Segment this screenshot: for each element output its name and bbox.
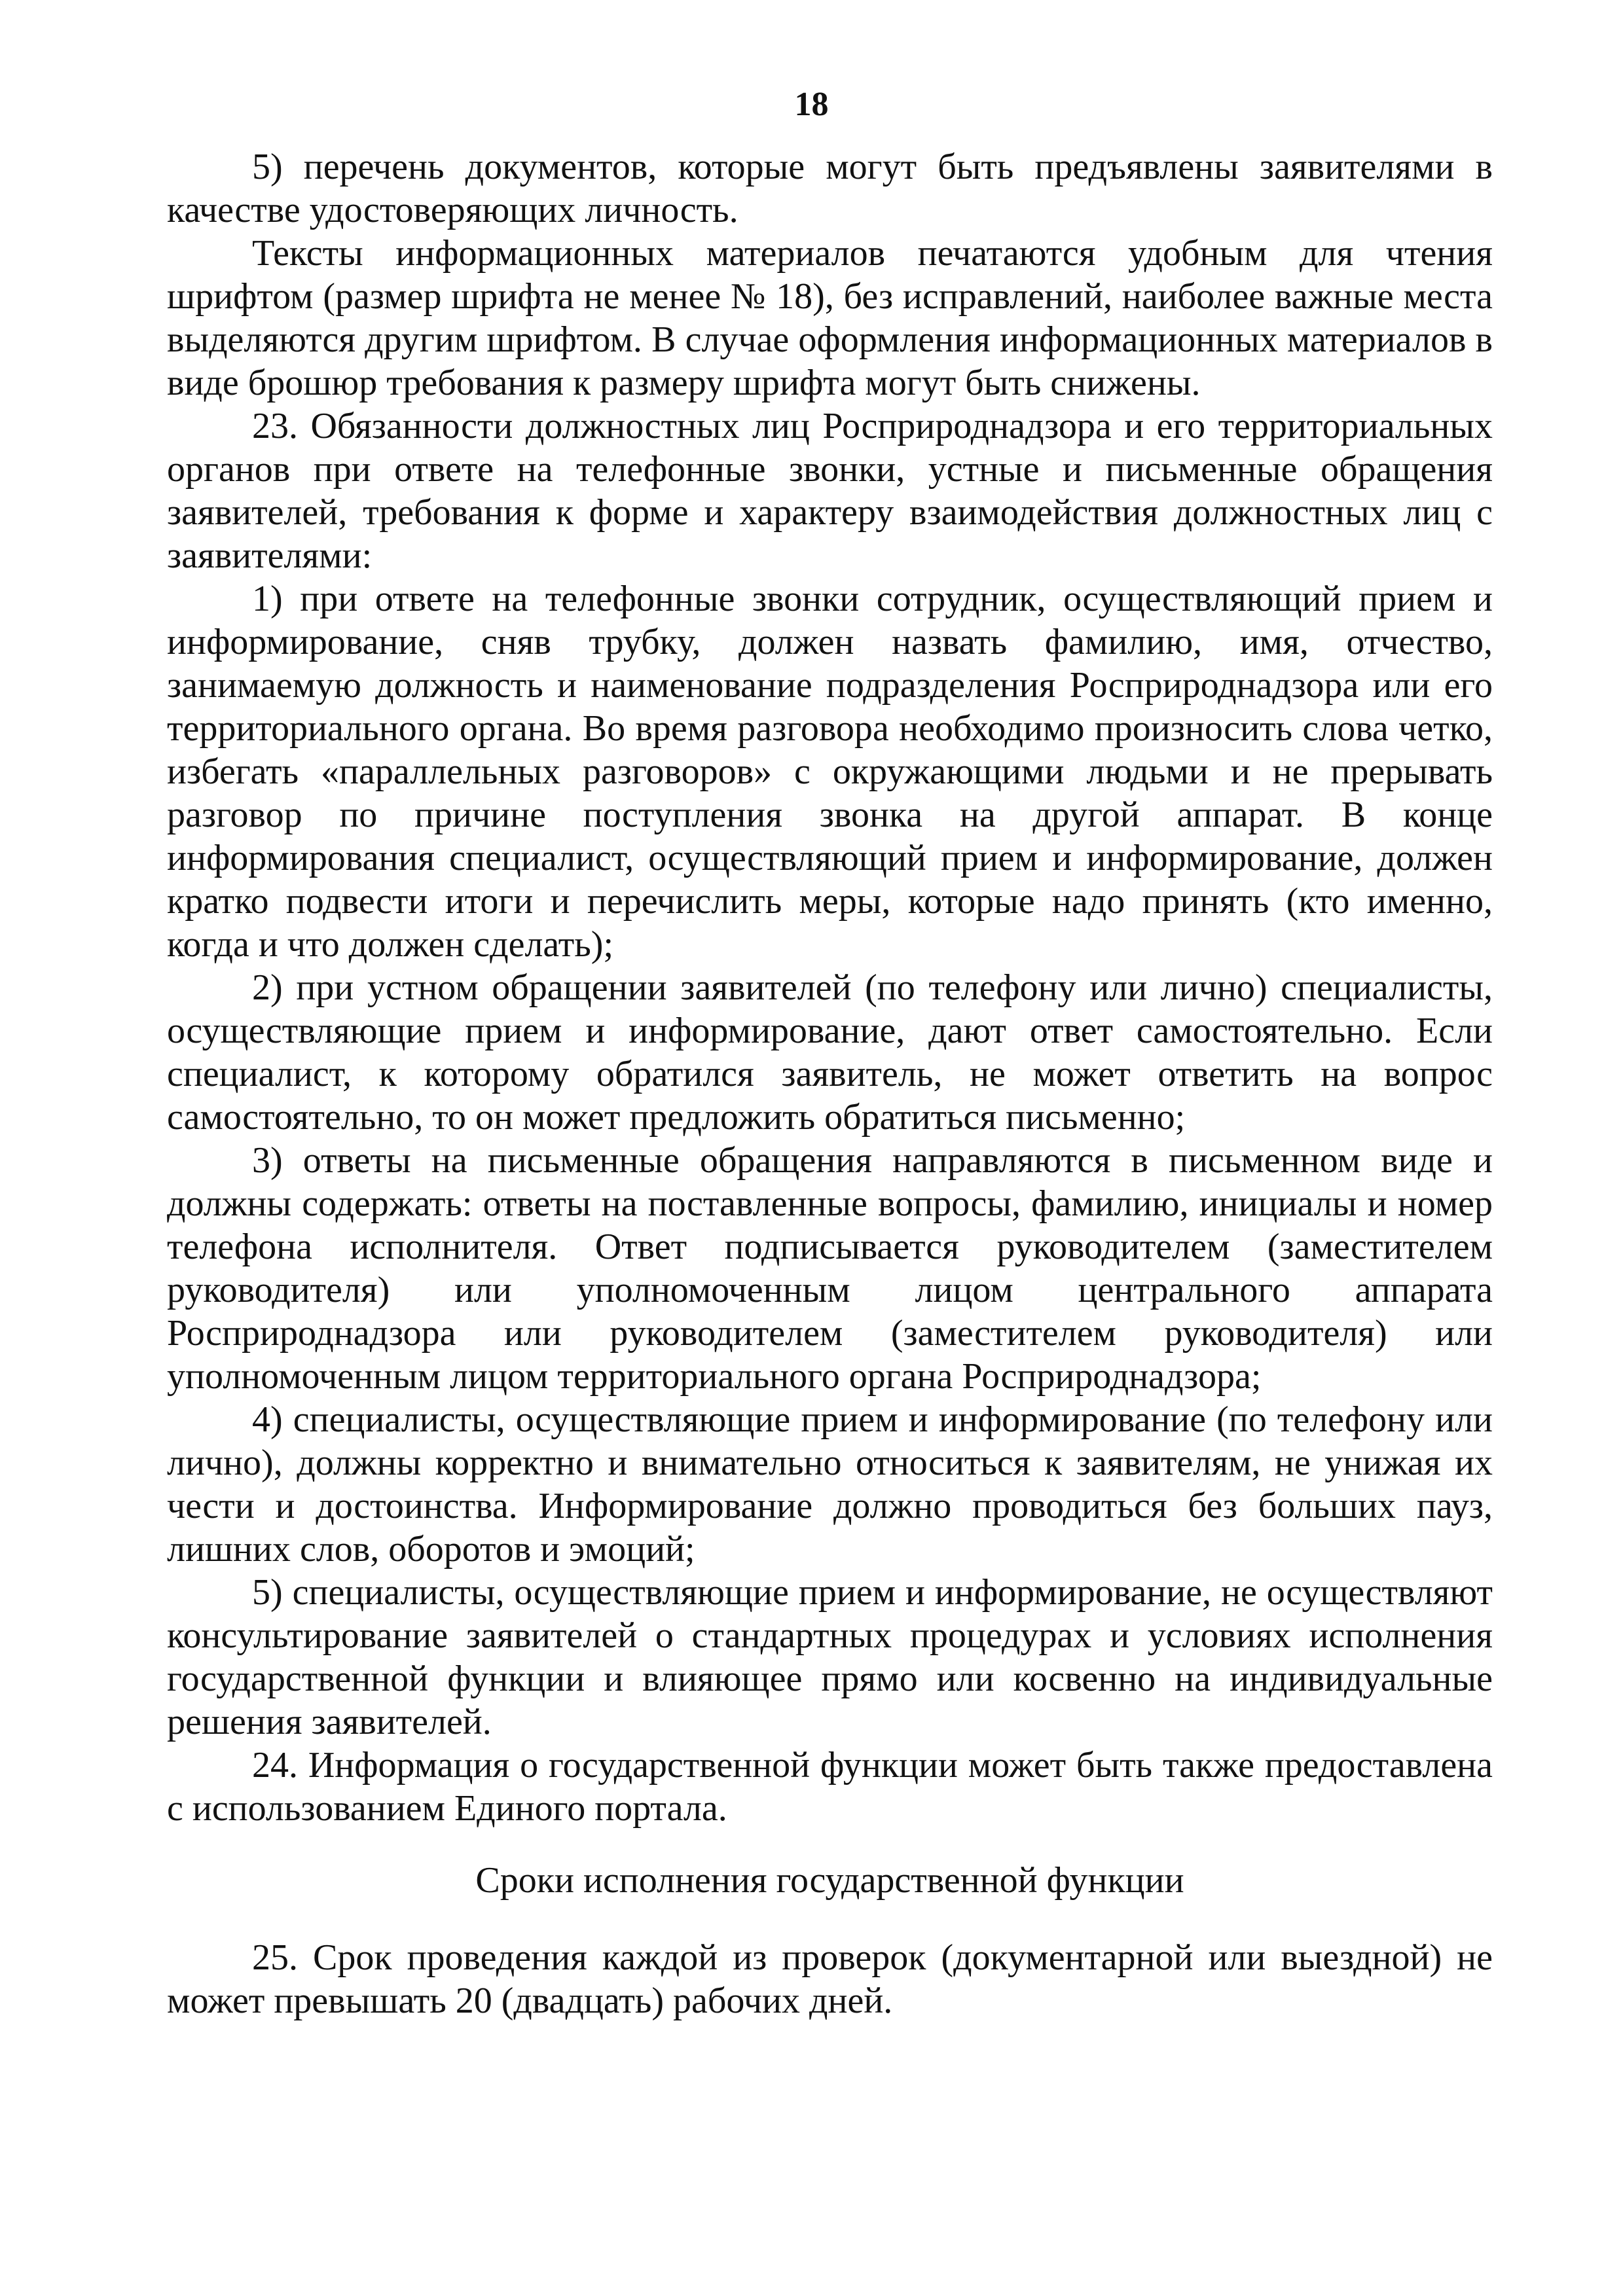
paragraph-clause-23-item-3: 3) ответы на письменные обращения направляются в письменном виде и должны содержать: ответы на поставленные вопросы, фамилию, инициалы и номер телефона исполнителя. Ответ подписывается руководителем (заместителем руководителя) или уполномоченным лицом центрального аппарата Росприроднадзора или руководителем (заместителем руководителя) или уполномоченным лицом территориального органа Росприроднадзора;	[167, 1140, 1493, 1397]
section-heading: Сроки исполнения государственной функции	[475, 1860, 1184, 1901]
paragraph-clause-23-item-1: 1) при ответе на телефонные звонки сотрудник, осуществляющий прием и информирование, сняв трубку, должен назвать фамилию, имя, отчество, занимаемую должность и наименование подразделения Росприроднадзора или его территориального органа. Во время разговора необходимо произносить слова четко, избегать «параллельных разговоров» с окружающими людьми и не прерывать разговор по причине поступления звонка на другой аппарат. В конце информирования специалист, осуществляющий прием и информирование, должен кратко подвести итоги и перечислить меры, которые надо принять (кто именно, когда и что должен сделать);	[167, 579, 1493, 965]
paragraph-clause-23-item-4: 4) специалисты, осуществляющие прием и информирование (по телефону или лично), должны корректно и внимательно относиться к заявителям, не унижая их чести и достоинства. Информирование должно проводиться без больших пауз, лишних слов, оборотов и эмоций;	[167, 1399, 1493, 1570]
paragraph-list-item-5: 5) перечень документов, которые могут быть предъявлены заявителями в качестве удостоверяющих личность.	[167, 147, 1493, 230]
document-body	[167, 145, 1493, 2022]
paragraph-clause-25: 25. Срок проведения каждой из проверок (документарной или выездной) не может превышать 20 (двадцать) рабочих дней.	[167, 1937, 1493, 2021]
paragraph-clause-23-item-5: 5) специалисты, осуществляющие прием и информирование, не осуществляют консультирование заявителей о стандартных процедурах и условиях исполнения государственной функции и влияющее прямо или косвенно на индивидуальные решения заявителей.	[167, 1572, 1493, 1742]
paragraph-clause-24: 24. Информация о государственной функции может быть также предоставлена с использованием Единого портала.	[167, 1745, 1493, 1829]
paragraph-clause-23-item-2: 2) при устном обращении заявителей (по телефону или лично) специалисты, осуществляющие прием и информирование, дают ответ самостоятельно. Если специалист, к которому обратился заявитель, не может ответить на вопрос самостоятельно, то он может предложить обратиться письменно;	[167, 967, 1493, 1138]
paragraph-font-requirements: Тексты информационных материалов печатаются удобным для чтения шрифтом (размер шрифта не менее № 18), без исправлений, наиболее важные места выделяются другим шрифтом. В случае оформления информационных материалов в виде брошюр требования к размеру шрифта могут быть снижены.	[167, 233, 1493, 403]
page-number: 18	[794, 86, 829, 123]
paragraph-clause-23: 23. Обязанности должностных лиц Росприроднадзора и его территориальных органов при ответе на телефонные звонки, устные и письменные обращения заявителей, требования к форме и характеру взаимодействия должностных лиц с заявителями:	[167, 406, 1493, 576]
